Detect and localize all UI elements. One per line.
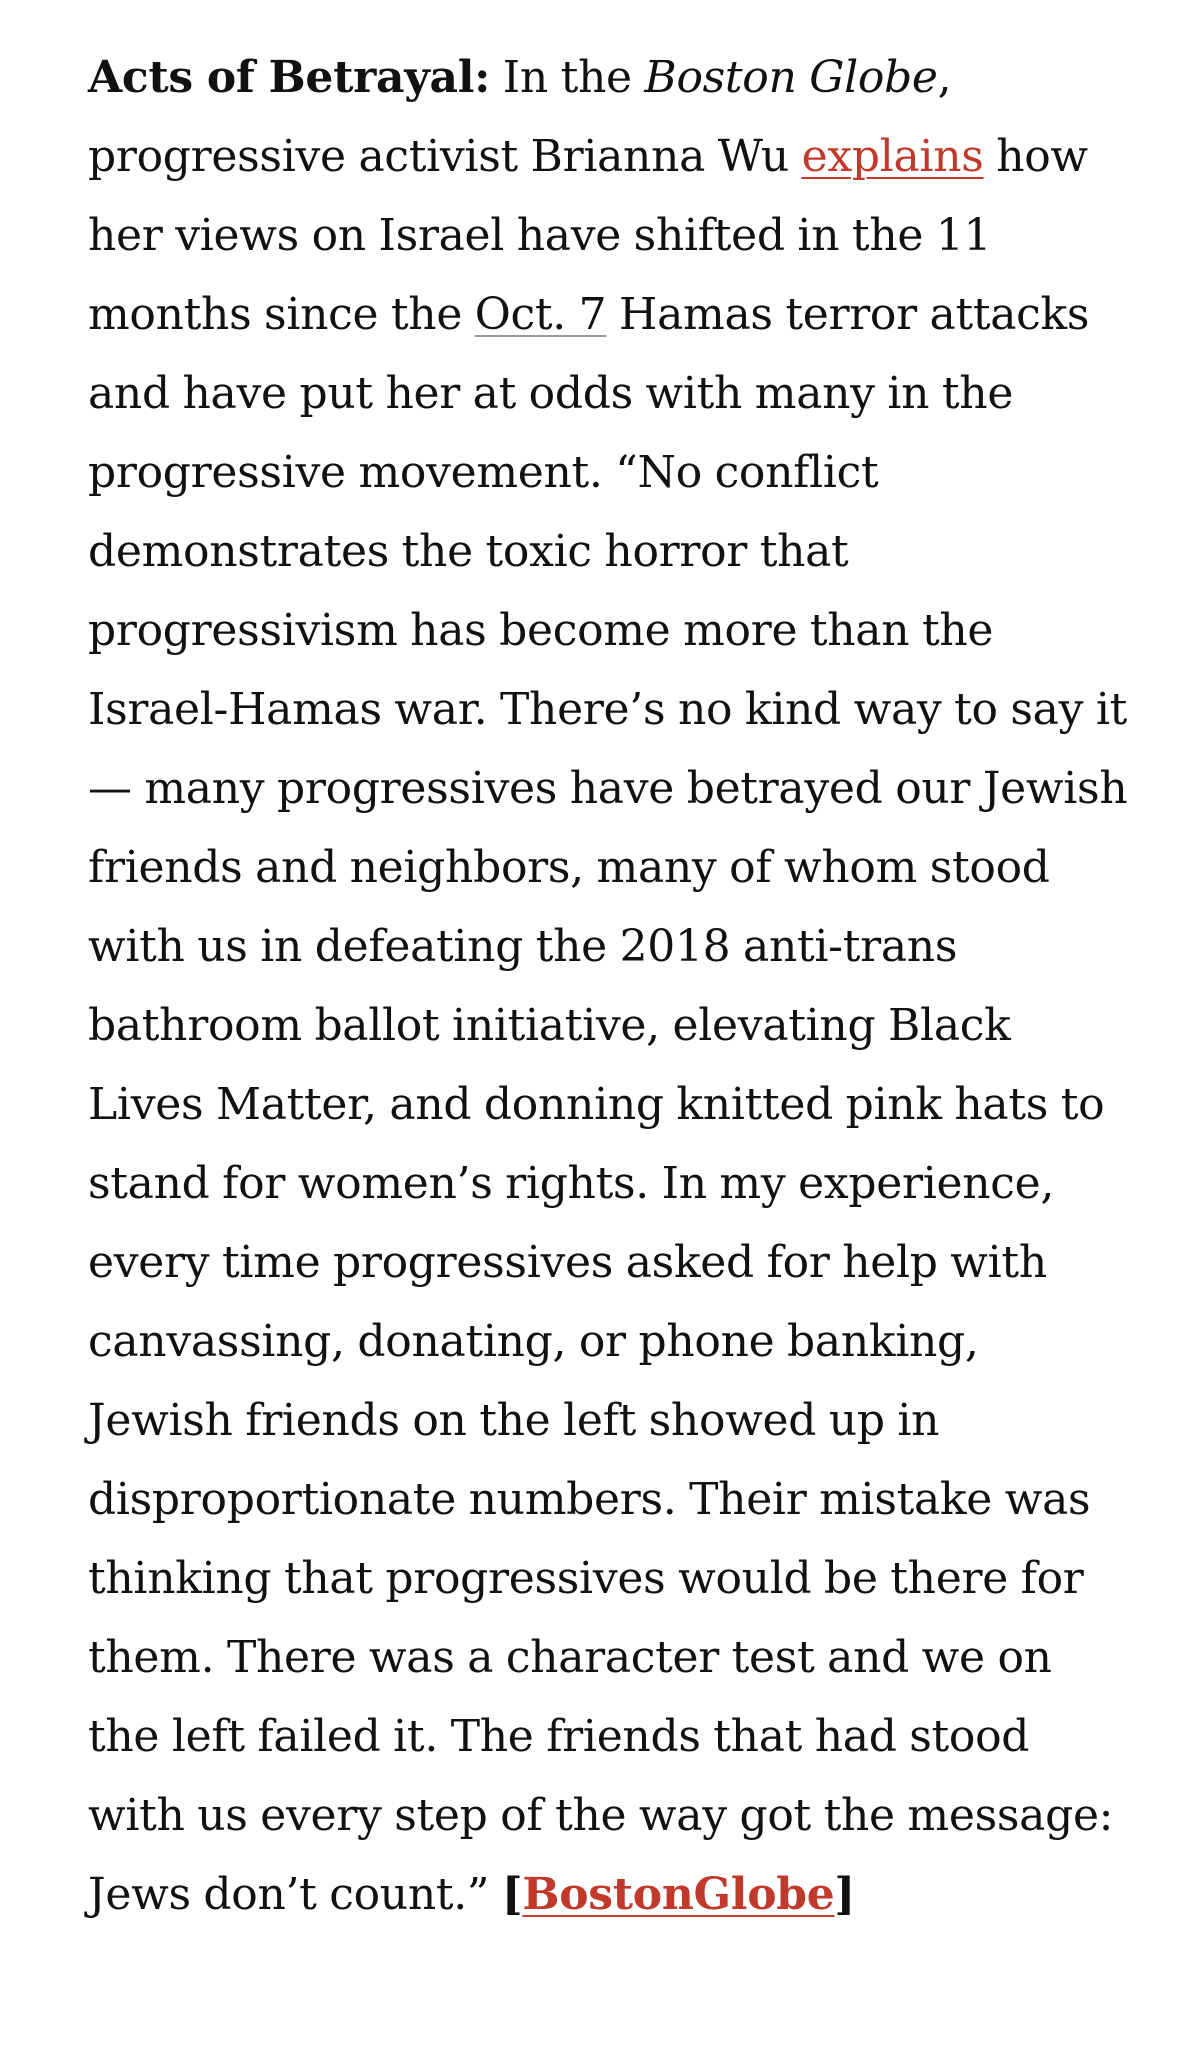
boston-globe-source-link[interactable]: BostonGlobe bbox=[522, 1869, 835, 1920]
text-segment: , progressive activist Brianna Wu bbox=[88, 52, 952, 182]
explains-link[interactable]: explains bbox=[801, 131, 984, 182]
oct-7-link[interactable]: Oct. 7 bbox=[474, 289, 607, 340]
lead-label: Acts of Betrayal: bbox=[88, 52, 491, 103]
publication-name: Boston Globe bbox=[644, 52, 938, 103]
source-reference bbox=[502, 1869, 855, 1920]
source-bracket-open: [ bbox=[501, 1869, 523, 1920]
source-bracket-close: ] bbox=[834, 1869, 855, 1920]
text-segment: In the bbox=[490, 52, 645, 103]
quote-text: Hamas terror attacks and have put her at odds with many in the progressive movement. “No conflict demonstrates the toxic horror that progressivism has become more than the Israel-Hamas war. There’s no kind way to say it — many progressives have betrayed our Jewish friends and neighbors, many of whom stood with us in defeating the 2018 anti-trans bathroom ballot initiative, elevating Black Lives Matter, and donning knitted pink hats to stand for women’s rights. In my experience, every time progressives asked for help with canvassing, donating, or phone banking, Jewish friends on the left showed up in disproportionate numbers. Their mistake was thinking that progressives would be there for them. There was a character test and we on the left failed it. The friends that had stood with us every step of the way got the message: Jews don’t count.” bbox=[88, 289, 1128, 1920]
text-segment: how her views on Israel have shifted in the 11 months since the bbox=[88, 131, 1088, 340]
article-paragraph bbox=[88, 38, 1128, 1934]
